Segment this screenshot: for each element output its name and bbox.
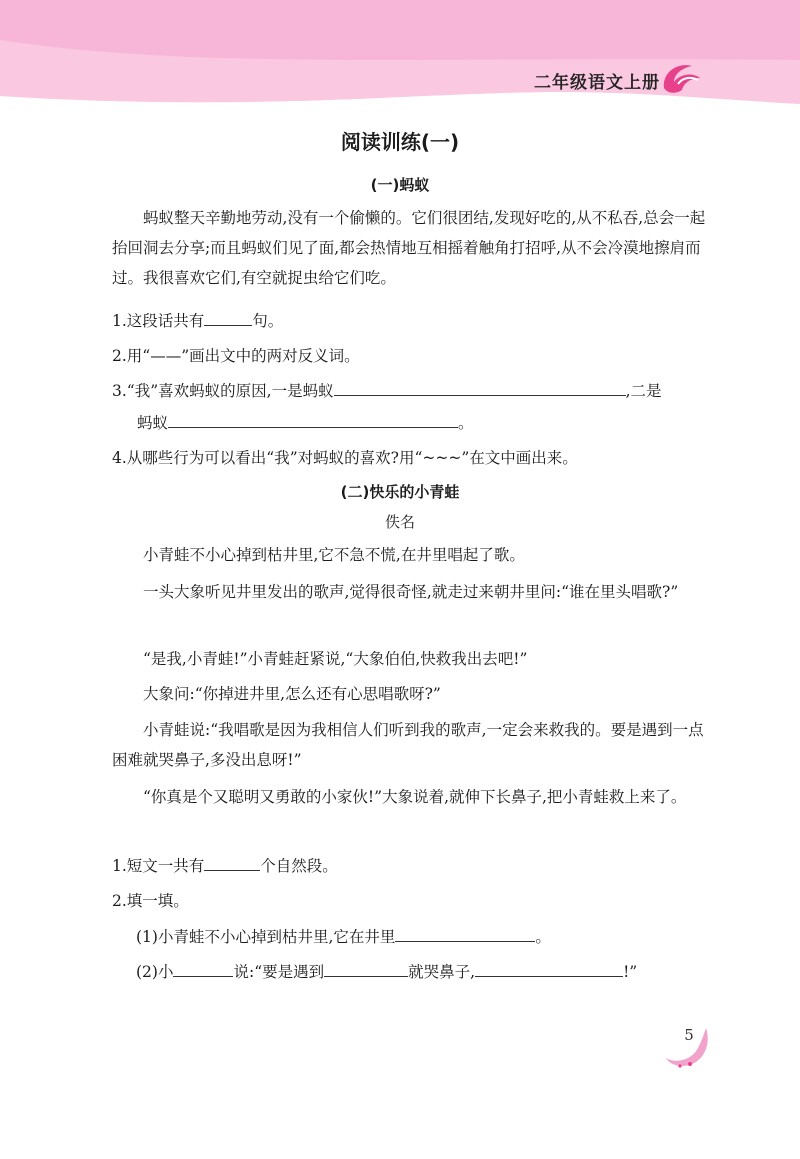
answer-blank[interactable] (173, 958, 233, 977)
passage-frog-p4: 大象问:“你掉进井里,怎么还有心思唱歌呀?” (143, 685, 441, 703)
answer-blank[interactable] (334, 377, 626, 396)
author: 佚名 (384, 513, 415, 531)
publisher-logo-icon (658, 58, 704, 98)
question-1-paragraph-count: 1.短文一共有 个自然段。 (112, 851, 338, 881)
answer-blank[interactable] (204, 852, 260, 871)
passage-frog-p3: “是我,小青蛙!”小青蛙赶紧说,“大象伯伯,快救我出去吧!” (143, 650, 528, 668)
answer-blank[interactable] (324, 958, 408, 977)
answer-blank[interactable] (395, 923, 535, 942)
passage-frog-p1: 小青蛙不小心掉到枯井里,它不急不慌,在井里唱起了歌。 (143, 546, 525, 564)
section-title-ants: (一)蚂蚁 (370, 176, 430, 194)
section-title-frog: (二)快乐的小青蛙 (340, 483, 460, 501)
page-number-badge (662, 1020, 716, 1074)
answer-blank[interactable] (475, 958, 623, 977)
answer-blank[interactable] (204, 307, 252, 326)
passage-frog-p5: 小青蛙说:“我唱歌是因为我相信人们听到我的歌声,一定会来救我的。要是遇到一点困难就哭鼻子,多没出息呀!” (112, 721, 704, 769)
passage-frog-p6: “你真是个又聪明又勇敢的小家伙!”大象说着,就伸下长鼻子,把小青蛙救上来了。 (143, 788, 687, 806)
passage-frog-p2: 一头大象听见井里发出的歌声,觉得很奇怪,就走过来朝井里问:“谁在里头唱歌?” (143, 583, 679, 601)
passage-ants: 蚂蚁整天辛勤地劳动,没有一个偷懒的。它们很团结,发现好吃的,从不私吞,总会一起抬回洞去分享;而且蚂蚁们见了面,都会热情地互相摇着触角打招呼,从不会冷漠地擦肩而过。我很喜欢它们,有空就捉虫给它们吃。 (112, 209, 706, 287)
question-3-reasons: 3.“我”喜欢蚂蚁的原因,一是蚂蚁 ,二是 (112, 376, 662, 406)
question-4-behaviors: 4.从哪些行为可以看出“我”对蚂蚁的喜欢?用“~~~”在文中画出来。 (112, 449, 578, 467)
page-title: 阅读训练(一) (340, 130, 460, 154)
book-title: 二年级语文上册 (534, 73, 660, 93)
question-2-fill-in: 2.填一填。 (112, 892, 189, 910)
page-number: 5 (684, 1026, 694, 1044)
answer-blank[interactable] (168, 409, 458, 428)
question-2-antonyms: 2.用“——”画出文中的两对反义词。 (112, 347, 360, 365)
question-2-part-2: (2)小 说:“要是遇到 就哭鼻子, !” (136, 957, 637, 987)
question-3-line-2: 蚂蚁 。 (137, 408, 474, 438)
question-2-part-1: (1)小青蛙不小心掉到枯井里,它在井里 。 (136, 922, 551, 952)
question-1-sentence-count: 1.这段话共有 句。 (112, 306, 283, 336)
